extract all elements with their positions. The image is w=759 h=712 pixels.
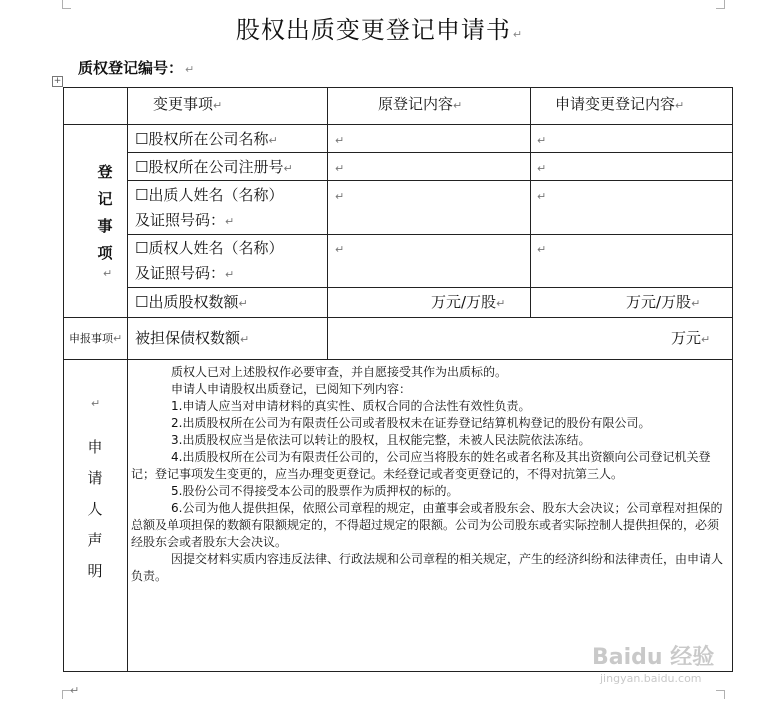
paragraph-mark-icon: ↵ (185, 63, 195, 76)
secured-debt-unit (671, 329, 710, 349)
declaration-paragraph: 质权人已对上述股权作必要审查，并自愿接受其作为出质标的。 (171, 365, 508, 379)
table-row-divider (127, 234, 733, 235)
table-row-divider (127, 180, 733, 181)
page-corner-mark (62, 0, 71, 9)
paragraph-mark-icon: ↵ (496, 297, 506, 310)
original-equity-unit (431, 293, 505, 313)
checkbox-icon[interactable]: ☐ (135, 130, 149, 148)
secured-debt-amount-label (135, 329, 249, 349)
table-row-divider (63, 359, 733, 360)
table-border-right (732, 87, 733, 672)
secured-debt-text: 被担保债权数额 (135, 329, 241, 347)
paragraph-mark-icon: ↵ (70, 684, 80, 697)
unit-text: 万元/万股 (431, 293, 497, 311)
declaration-paragraph: 1.申请人应当对申请材料的真实性、质权合同的合法性有效性负责。 (171, 399, 531, 413)
paragraph-mark-icon: ↵ (91, 397, 101, 410)
row-label: 出质股权数额 (148, 293, 239, 311)
row-label: 质权人姓名（名称） (148, 239, 284, 257)
table-row-divider (63, 124, 733, 125)
row-label: 股权所在公司注册号 (148, 158, 284, 176)
paragraph-mark-icon: ↵ (113, 332, 123, 345)
applicant-declaration-label: 申 请 人 声 明 (87, 438, 103, 580)
row-label: 股权所在公司名称 (148, 130, 269, 148)
requested-reg-no-cell[interactable]: ↵ (537, 162, 547, 175)
original-reg-no-cell[interactable]: ↵ (335, 162, 345, 175)
paragraph-mark-icon: ↵ (701, 333, 711, 346)
row-label-line2: 及证照号码： (135, 211, 226, 229)
requested-equity-unit (626, 293, 700, 313)
watermark-url: jingyan.baidu.com (600, 672, 702, 685)
row-label: 出质人姓名（名称） (148, 186, 284, 204)
baidu-jingyan-watermark-logo: Baidu 经验 (592, 645, 715, 670)
document-title-text: 股权出质变更登记申请书 (235, 16, 511, 44)
table-col-divider (127, 87, 128, 672)
paragraph-mark-icon: ↵ (103, 267, 113, 280)
declaration-paragraph: 因提交材料实质内容违反法律、行政法规和公司章程的相关规定，产生的经济纠纷和法律责任，由申请人负责。 (131, 552, 724, 583)
requested-pledgor-cell[interactable]: ↵ (537, 190, 547, 203)
checkbox-icon[interactable]: ☐ (135, 293, 149, 311)
checkbox-company-reg-no[interactable] (135, 158, 293, 178)
unit-text: 万元 (671, 329, 702, 347)
header-requested-content-text: 申请变更登记内容 (555, 95, 676, 113)
paragraph-mark-icon: ↵ (453, 99, 463, 112)
checkbox-icon[interactable]: ☐ (135, 158, 149, 176)
header-change-item (153, 95, 222, 115)
unit-text: 万元/万股 (626, 293, 692, 311)
declaration-paragraph: 2.出质股权所在公司为有限责任公司或者股权未在证券登记结算机构登记的股份有限公司。 (171, 416, 651, 430)
declaration-paragraph: 6.公司为他人提供担保，依照公司章程的规定，由董事会或者股东会、股东大会决议；公司章程对担保的总额及单项担保的数额有限额规定的，不得超过规定的限额。公司为公司股东或者实际控制人提供担保的，必须经股东会或者股东大会决议。 (131, 501, 723, 549)
paragraph-mark-icon: ↵ (675, 99, 685, 112)
paragraph-mark-icon: ↵ (268, 134, 278, 147)
declaration-paragraph: 申请人申请股权出质登记，已阅知下列内容： (171, 382, 412, 396)
declaration-paragraph: 5.股份公司不得接受本公司的股票作为质押权的标的。 (171, 484, 459, 498)
pledge-no-text: 质权登记编号： (78, 59, 184, 77)
original-company-name-cell[interactable]: ↵ (335, 134, 345, 147)
table-row-divider (127, 287, 733, 288)
requested-company-name-cell[interactable]: ↵ (537, 134, 547, 147)
table-border-top (63, 87, 733, 88)
table-move-handle-icon[interactable]: + (53, 76, 62, 86)
pledgor-id-label (135, 211, 234, 231)
paragraph-mark-icon: ↵ (283, 162, 293, 175)
table-col-divider (327, 87, 328, 359)
checkbox-pledged-equity-amount[interactable] (135, 293, 248, 313)
table-row-divider (127, 152, 733, 153)
section-registration-label: 登 记 事 项 (97, 163, 113, 262)
header-original-content-text: 原登记内容 (378, 95, 454, 113)
declaration-text-block (131, 364, 726, 585)
header-requested-content (555, 95, 684, 115)
header-original-content (378, 95, 462, 115)
checkbox-pledgee-name[interactable] (135, 239, 283, 257)
paragraph-mark-icon: ↵ (225, 215, 235, 228)
page-corner-mark (716, 0, 725, 9)
header-change-item-text: 变更事项 (153, 95, 214, 113)
original-pledgee-cell[interactable]: ↵ (335, 243, 345, 256)
checkbox-company-name[interactable] (135, 130, 278, 150)
table-border-left (63, 87, 64, 672)
page-corner-mark (716, 690, 725, 699)
paragraph-mark-icon: ↵ (213, 99, 223, 112)
checkbox-pledgor-name[interactable] (135, 186, 283, 204)
checkbox-icon[interactable]: ☐ (135, 239, 149, 257)
reported-matters-label (69, 330, 122, 348)
document-title (0, 10, 759, 45)
paragraph-mark-icon: ↵ (691, 297, 701, 310)
application-form-table (63, 87, 733, 672)
table-col-divider (530, 87, 531, 318)
declaration-paragraph: 3.出质股权应当是依法可以转让的股权，且权能完整，未被人民法院依法冻结。 (171, 433, 591, 447)
row-label-line2: 及证照号码： (135, 264, 226, 282)
original-pledgor-cell[interactable]: ↵ (335, 190, 345, 203)
pledgee-id-label (135, 264, 234, 284)
pledge-registration-number-label (78, 57, 194, 78)
reported-matters-text: 申报事项 (69, 332, 113, 345)
paragraph-mark-icon: ↵ (512, 28, 524, 41)
paragraph-mark-icon: ↵ (225, 268, 235, 281)
paragraph-mark-icon: ↵ (240, 333, 250, 346)
paragraph-mark-icon: ↵ (238, 297, 248, 310)
table-row-divider (63, 317, 733, 318)
requested-pledgee-cell[interactable]: ↵ (537, 243, 547, 256)
checkbox-icon[interactable]: ☐ (135, 186, 149, 204)
declaration-paragraph: 4.出质股权所在公司为有限责任公司的，公司应当将股东的姓名或者名称及其出资额向公司登记机关登记；登记事项发生变更的，应当办理变更登记。未经登记或者变更登记的，不得对抗第三人。 (131, 450, 711, 481)
